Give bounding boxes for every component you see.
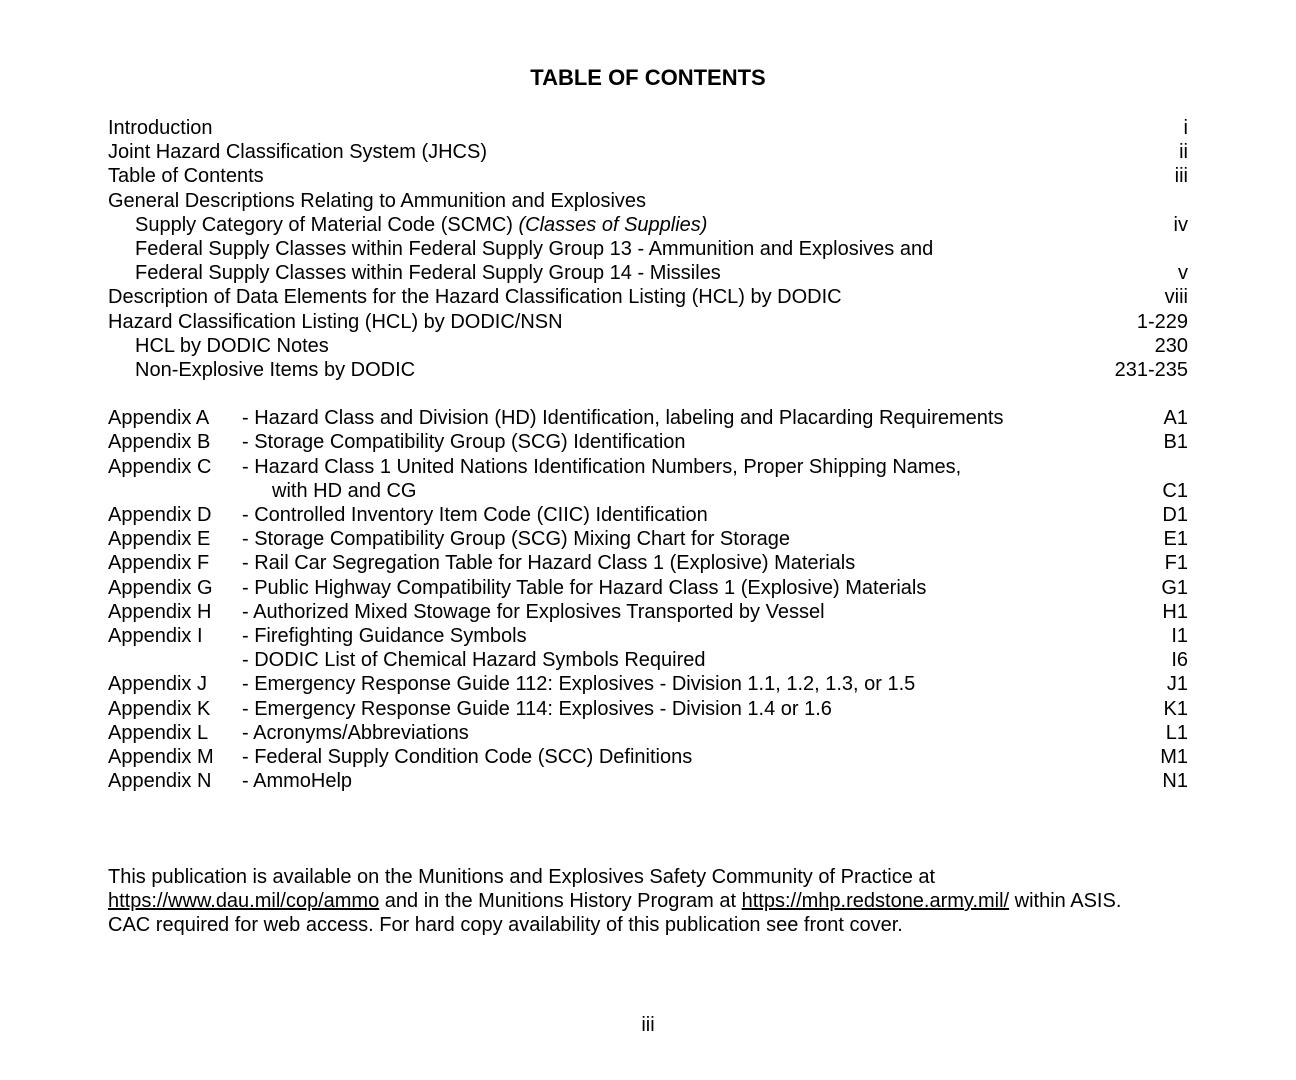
appendix-desc: - Rail Car Segregation Table for Hazard Class 1 (Explosive) Materials bbox=[242, 552, 856, 575]
appendix-desc: - Acronyms/Abbreviations bbox=[242, 721, 469, 744]
appendix-page: N1 bbox=[1162, 770, 1188, 793]
appendix-page: H1 bbox=[1162, 600, 1188, 623]
appendix-page: D1 bbox=[1162, 504, 1188, 526]
appendix-name: Appendix K bbox=[108, 697, 211, 720]
appendix-page: K1 bbox=[1163, 697, 1188, 720]
toc-appendix-k[interactable] bbox=[108, 697, 1188, 721]
appendix-name: Appendix B bbox=[108, 431, 211, 454]
toc-entry-page: i bbox=[1183, 117, 1188, 139]
toc-entry-general-descriptions[interactable] bbox=[108, 189, 1188, 213]
toc-appendix-j[interactable] bbox=[108, 672, 1188, 696]
toc-entry-fsg13[interactable] bbox=[108, 237, 1188, 261]
toc-entry-page: 1-229 bbox=[1136, 310, 1188, 333]
appendix-desc: - Emergency Response Guide 114: Explosives - Division 1.4 or 1.6 bbox=[242, 697, 832, 720]
toc-entry-label bbox=[135, 213, 707, 237]
toc-entry-label: Description of Data Elements for the Hazard Classification Listing (HCL) by DODIC bbox=[108, 286, 842, 309]
appendix-page: A1 bbox=[1163, 407, 1188, 430]
notice-line-3: CAC required for web access. For hard copy availability of this publication see front cover. bbox=[108, 914, 903, 937]
appendix-name: Appendix F bbox=[108, 552, 210, 575]
toc-entry-label: Hazard Classification Listing (HCL) by DODIC/NSN bbox=[108, 310, 563, 333]
toc-entry-label: HCL by DODIC Notes bbox=[135, 334, 329, 357]
appendix-desc: - Controlled Inventory Item Code (CIIC) Identification bbox=[242, 504, 708, 526]
toc-entry-page: 231-235 bbox=[1114, 358, 1188, 381]
appendix-page: I1 bbox=[1171, 624, 1188, 647]
toc-entry-data-elements[interactable] bbox=[108, 285, 1188, 309]
toc-entry-label: Federal Supply Classes within Federal Supply Group 13 - Ammunition and Explosives and bbox=[135, 237, 934, 260]
toc-entry-label-text: Supply Category of Material Code (SCMC) bbox=[135, 213, 519, 236]
toc-entry-label: General Descriptions Relating to Ammunition and Explosives bbox=[108, 189, 647, 212]
appendix-name: Appendix D bbox=[108, 504, 212, 526]
toc-entry-page: 230 bbox=[1154, 334, 1188, 357]
appendix-desc: - Firefighting Guidance Symbols bbox=[242, 624, 527, 647]
appendix-desc: - Public Highway Compatibility Table for Hazard Class 1 (Explosive) Materials bbox=[242, 576, 927, 599]
toc-entry-page: viii bbox=[1164, 286, 1188, 309]
toc-entry-label-italic: (Classes of Supplies) bbox=[518, 213, 708, 236]
toc-appendix-d[interactable] bbox=[108, 503, 1188, 527]
toc-appendix-g[interactable] bbox=[108, 576, 1188, 600]
toc-entry-label: Introduction bbox=[108, 117, 213, 139]
appendix-page: G1 bbox=[1161, 576, 1188, 599]
appendix-page: E1 bbox=[1163, 528, 1188, 551]
appendix-name: Appendix L bbox=[108, 721, 209, 744]
appendix-page: F1 bbox=[1164, 552, 1188, 575]
toc-appendix-n[interactable] bbox=[108, 769, 1188, 793]
appendix-desc: with HD and CG bbox=[272, 479, 417, 502]
appendix-name: Appendix N bbox=[108, 770, 212, 793]
appendix-desc: - Hazard Class and Division (HD) Identification, labeling and Placarding Requirements bbox=[242, 407, 1004, 430]
toc-entry-label: Non-Explosive Items by DODIC bbox=[135, 358, 416, 381]
toc-entry-introduction[interactable] bbox=[108, 116, 1188, 140]
section-spacer bbox=[108, 382, 1188, 406]
toc-appendix-i[interactable] bbox=[108, 624, 1188, 648]
appendix-desc: - Storage Compatibility Group (SCG) Mixing Chart for Storage bbox=[242, 528, 790, 551]
toc-list bbox=[108, 116, 1188, 793]
appendix-name: Appendix H bbox=[108, 600, 212, 623]
toc-entry-label: Federal Supply Classes within Federal Supply Group 14 - Missiles bbox=[135, 262, 721, 285]
toc-entry-label: Table of Contents bbox=[108, 165, 264, 188]
toc-entry-page: iv bbox=[1173, 213, 1188, 236]
toc-appendix-b[interactable] bbox=[108, 430, 1188, 454]
appendix-desc: - Federal Supply Condition Code (SCC) Definitions bbox=[242, 745, 693, 768]
toc-appendix-c-cont[interactable] bbox=[108, 479, 1188, 503]
appendix-page: L1 bbox=[1165, 721, 1188, 744]
toc-entry-hcl-notes[interactable] bbox=[108, 334, 1188, 358]
appendix-name: Appendix A bbox=[108, 407, 210, 430]
appendix-desc: - DODIC List of Chemical Hazard Symbols Required bbox=[242, 649, 706, 672]
toc-entry-non-explosive[interactable] bbox=[108, 358, 1188, 382]
appendix-desc: - Authorized Mixed Stowage for Explosives Transported by Vessel bbox=[242, 600, 825, 623]
appendix-name: Appendix C bbox=[108, 455, 212, 478]
appendix-desc: - AmmoHelp bbox=[242, 770, 353, 793]
toc-entry-hcl[interactable] bbox=[108, 310, 1188, 334]
notice-line-1: This publication is available on the Munitions and Explosives Safety Community of Practice at bbox=[108, 866, 936, 888]
notice-after-text: within ASIS. bbox=[1009, 890, 1122, 913]
toc-entry-fsg14[interactable] bbox=[108, 261, 1188, 285]
toc-entry-jhcs[interactable] bbox=[108, 140, 1188, 164]
appendix-name: Appendix M bbox=[108, 745, 214, 768]
toc-appendix-h[interactable] bbox=[108, 600, 1188, 624]
toc-entry-scmc[interactable] bbox=[108, 213, 1188, 237]
page-title: TABLE OF CONTENTS bbox=[530, 65, 766, 90]
dau-cop-link[interactable]: https://www.dau.mil/cop/ammo bbox=[108, 890, 380, 913]
appendix-desc: - Storage Compatibility Group (SCG) Identification bbox=[242, 431, 686, 454]
appendix-name: Appendix E bbox=[108, 528, 211, 551]
appendix-name: Appendix G bbox=[108, 576, 213, 599]
appendix-desc: - Hazard Class 1 United Nations Identification Numbers, Proper Shipping Names, bbox=[242, 455, 962, 478]
appendix-page: B1 bbox=[1163, 431, 1188, 454]
notice-mid-text: and in the Munitions History Program at bbox=[379, 890, 742, 913]
toc-appendix-l[interactable] bbox=[108, 721, 1188, 745]
appendix-name: Appendix I bbox=[108, 624, 203, 647]
appendix-page: J1 bbox=[1166, 673, 1188, 696]
toc-appendix-a[interactable] bbox=[108, 406, 1188, 430]
toc-appendix-m[interactable] bbox=[108, 745, 1188, 769]
appendix-name: Appendix J bbox=[108, 673, 207, 696]
toc-entry-page: iii bbox=[1174, 165, 1188, 188]
appendix-page: C1 bbox=[1162, 479, 1188, 502]
toc-entry-label: Joint Hazard Classification System (JHCS) bbox=[108, 141, 487, 164]
toc-entry-table-of-contents[interactable] bbox=[108, 164, 1188, 188]
toc-entry-page: v bbox=[1178, 262, 1188, 285]
notice-line-2 bbox=[108, 889, 1218, 913]
toc-entry-page: ii bbox=[1179, 141, 1188, 164]
toc-appendix-c[interactable] bbox=[108, 455, 1188, 479]
redstone-mhp-link[interactable]: https://mhp.redstone.army.mil/ bbox=[741, 890, 1010, 913]
appendix-page: M1 bbox=[1160, 745, 1188, 768]
availability-notice bbox=[108, 865, 1218, 938]
appendix-page: I6 bbox=[1171, 649, 1188, 672]
toc-appendix-e[interactable] bbox=[108, 527, 1188, 551]
toc-appendix-i-symbols[interactable] bbox=[108, 648, 1188, 672]
page-number: iii bbox=[641, 1014, 655, 1036]
toc-appendix-f[interactable] bbox=[108, 551, 1188, 575]
appendix-desc: - Emergency Response Guide 112: Explosives - Division 1.1, 1.2, 1.3, or 1.5 bbox=[242, 673, 916, 696]
